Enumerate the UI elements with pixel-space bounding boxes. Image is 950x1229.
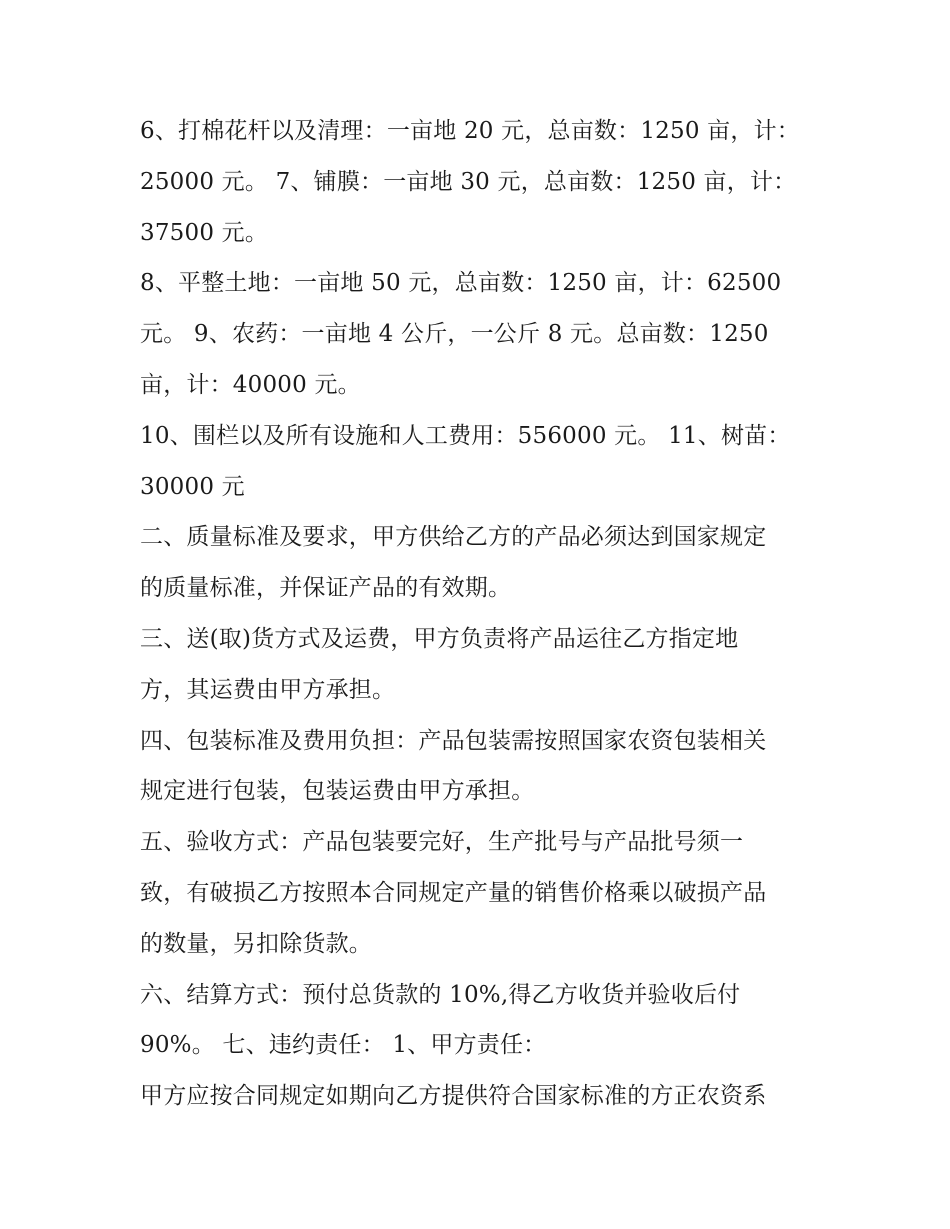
text-line: 8、平整土地：一亩地 50 元，总亩数：1250 亩，计：62500 [140, 270, 782, 297]
text-line: 二、质量标准及要求，甲方供给乙方的产品必须达到国家规定 [140, 524, 767, 551]
text-line: 规定进行包装，包装运费由甲方承担。 [140, 778, 535, 805]
text-line: 六、结算方式：预付总货款的 10%,得乙方收货并验收后付 [140, 981, 741, 1008]
text-line: 三、送(取)货方式及运费，甲方负责将产品运往乙方指定地 [140, 625, 739, 652]
text-line: 方，其运费由甲方承担。 [140, 676, 396, 703]
text-line: 致，有破损乙方按照本合同规定产量的销售价格乘以破损产品 [140, 879, 767, 906]
text-line: 6、打棉花杆以及清理：一亩地 20 元，总亩数：1250 亩，计： [140, 118, 800, 144]
text-line: 五、验收方式：产品包装要完好，生产批号与产品批号须一 [140, 829, 744, 856]
text-line: 的质量标准，并保证产品的有效期。 [140, 575, 512, 602]
text-line: 四、包装标准及费用负担：产品包装需按照国家农资包装相关 [140, 727, 767, 754]
text-line: 90%。 七、违约责任： 1、甲方责任： [140, 1032, 547, 1059]
text-line: 37500 元。 [140, 219, 269, 246]
document-body [140, 106, 820, 1122]
text-line: 的数量，另扣除货款。 [140, 930, 372, 957]
text-line: 10、围栏以及所有设施和人工费用：556000 元。 11、树苗： [140, 422, 791, 449]
text-line: 亩，计：40000 元。 [140, 371, 361, 398]
text-line: 甲方应按合同规定如期向乙方提供符合国家标准的方正农资系 [140, 1083, 767, 1110]
text-line: 元。 9、农药：一亩地 4 公斤，一公斤 8 元。总亩数：1250 [140, 321, 769, 348]
text-line: 25000 元。 7、铺膜：一亩地 30 元，总亩数：1250 亩，计： [140, 168, 797, 195]
text-line: 30000 元 [140, 473, 245, 500]
